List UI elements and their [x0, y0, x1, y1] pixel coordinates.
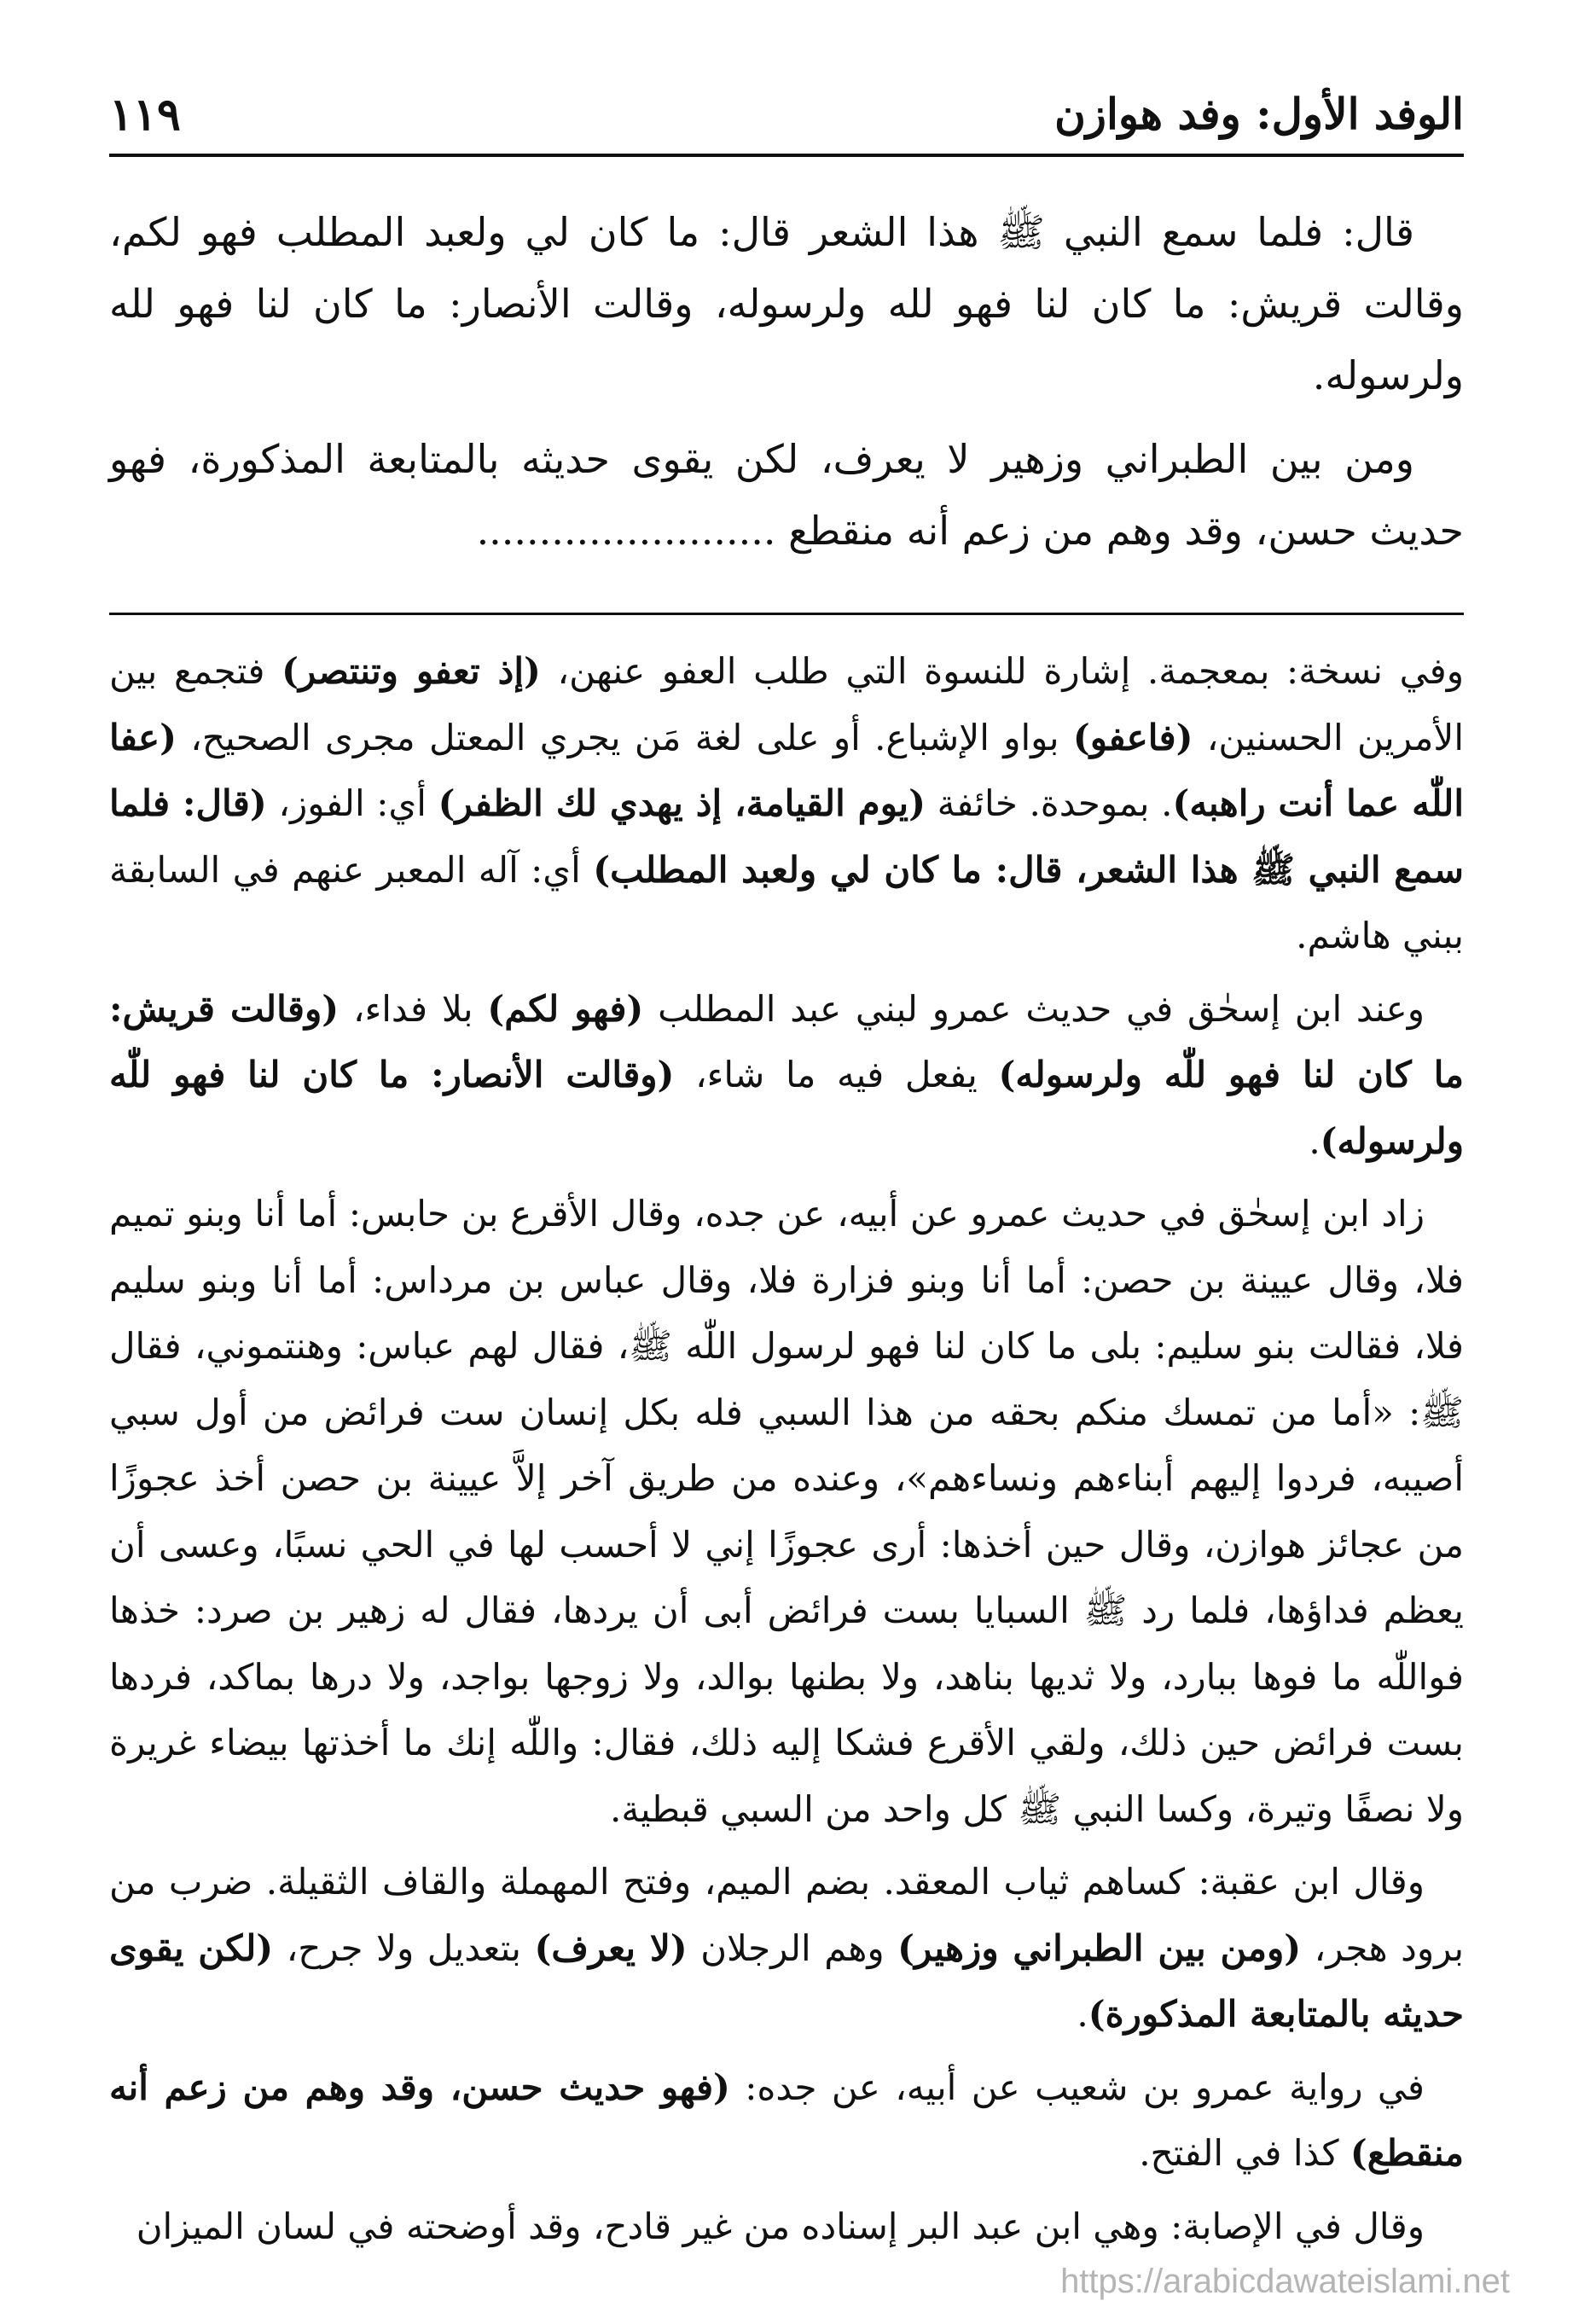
quoted-text: (قال: فلما سمع النبي ﷺ هذا الشعر، قال: ما كان لي ولعبد المطلب) [109, 782, 1464, 891]
quoted-text: (فهو حديث حسن، وقد وهم من زعم أنه منقطع) [109, 2065, 1464, 2174]
quoted-text: (وقالت الأنصار: ما كان لنا فهو للّٰه ولرسوله) [109, 1054, 1464, 1162]
main-paragraph [109, 423, 1464, 566]
quoted-text: (عفا اللّٰه عما أنت راهبه) [109, 716, 1465, 824]
note-text: بلا فداء، [339, 987, 488, 1030]
note-text: بواو الإشباع. أو على لغة مَن يجري المعتل مجرى الصحيح، [176, 716, 1073, 758]
commentary-paragraph [109, 2054, 1464, 2187]
note-text: في رواية عمرو بن شعيب عن أبيه، عن جده: [729, 2065, 1425, 2108]
quoted-text: (لكن يقوى حديثه بالمتابعة المذكورة) [109, 1926, 1464, 2035]
note-text: كذا في الفتح. [1139, 2132, 1350, 2174]
note-text: . [1077, 1993, 1088, 2035]
running-title: الوفد الأول: وفد هوازن [1054, 89, 1464, 139]
note-text: بتعديل ولا جرح، [273, 1926, 535, 1969]
commentary-paragraph: زاد ابن إسحٰق في حديث عمرو عن أبيه، عن جده، وقال الأقرع بن حابس: أما أنا وبنو تميم فلا، وقال عيينة بن حصن: أما أنا وبنو فزارة فلا، وقال عباس بن مرداس: أما أنا وبنو سليم فلا، فقالت بنو سليم: بلى ما كان لنا فهو لرسول اللّٰه ﷺ، فقال لهم عباس: وهنتموني، فقال ﷺ: «أما من تمسك منكم بحقه من هذا السبي فله بكل إنسان ست فرائض من أول سبي أصيبه، فردوا إليهم أبناءهم ونساءهم»، وعنده من طريق آخر إلاَّ عيينة بن حصن أخذ عجوزًا من عجائز هوازن، وقال حين أخذها: أرى عجوزًا إني لا أحسب لها في الحي نسبًا، وعسى أن يعظم فداؤها، فلما رد ﷺ السبايا بست فرائض أبى أن يردها، فقال له زهير بن صرد: خذها فواللّٰه ما فوها ببارد، ولا ثديها بناهد، ولا بطنها بوالد، ولا زوجها بواجد، ولا درها بماكد، فردها بست فرائض حين ذلك، ولقي الأقرع فشكا إليه ذلك، فقال: واللّٰه إنك ما أخذتها بيضاء غريرة ولا نصفًا وتيرة، وكسا النبي ﷺ كل واحد من السبي قبطية. [109, 1193, 1464, 1830]
note-text: وهم الرجلان [687, 1926, 898, 1969]
quoted-text: (فاعفو) [1072, 716, 1193, 758]
commentary-paragraph [109, 1849, 1464, 2048]
page-header [109, 82, 1464, 150]
header-rule [109, 154, 1464, 157]
commentary [109, 638, 1464, 2266]
quoted-text: (ومن بين الطبراني وزهير) [897, 1926, 1302, 1969]
page-number: ١١٩ [109, 89, 181, 141]
commentary-paragraph: وقال في الإصابة: وهي ابن عبد البر إسناده من غير قادح، وقد أوضحته في لسان الميزان [136, 2205, 1425, 2247]
quoted-text: (يوم القيامة، إذ يهدي لك الظفر) [438, 782, 926, 824]
footnote-separator [109, 613, 1464, 615]
commentary-paragraph [109, 976, 1464, 1175]
note-text: . [1309, 1119, 1321, 1162]
continuation-dots: ........................ [476, 508, 776, 554]
note-text: فتجمع بين الأمرين الحسنين، [109, 650, 1464, 758]
note-text: . بموحدة. خائفة [925, 782, 1173, 824]
main-paragraph-text: ومن بين الطبراني وزهير لا يعرف، لكن يقوى حديثه بالمتابعة المذكورة، فهو حديث حسن، وقد وهم من زعم أنه منقطع [109, 436, 1464, 554]
main-text [109, 196, 1464, 578]
note-text: وعند ابن إسحٰق في حديث عمرو لبني عبد المطلب [643, 987, 1425, 1030]
note-text: أي: الفوز، [266, 782, 438, 824]
watermark-url: https://arabicdawateislami.net [1060, 2263, 1510, 2300]
quoted-text: (فهو لكم) [487, 987, 644, 1030]
note-text: وفي نسخة: بمعجمة. إشارة للنسوة التي طلب العفو عنهن، [540, 650, 1464, 692]
quoted-text: (لا يعرف) [534, 1926, 688, 1969]
commentary-paragraph [109, 638, 1464, 969]
quoted-text: (وقالت قريش: ما كان لنا فهو للّٰه ولرسوله) [109, 987, 1464, 1095]
quoted-text: (إذ تعفو وتنتصر) [282, 650, 541, 692]
note-text: وقال ابن عقبة: كساهم ثياب المعقد. بضم الميم، وفتح المهملة والقاف الثقيلة. ضرب من برود هجر، [109, 1861, 1465, 1969]
note-text: أي: آله المعبر عنهم في السابقة ببني هاشم. [109, 848, 1464, 956]
main-paragraph: قال: فلما سمع النبي ﷺ هذا الشعر قال: ما كان لي ولعبد المطلب فهو لكم، وقالت قريش: ما كان لنا فهو لله ولرسوله، وقالت الأنصار: ما كان لنا فهو لله ولرسوله. [109, 209, 1464, 398]
note-text: يفعل فيه ما شاء، [674, 1054, 999, 1095]
